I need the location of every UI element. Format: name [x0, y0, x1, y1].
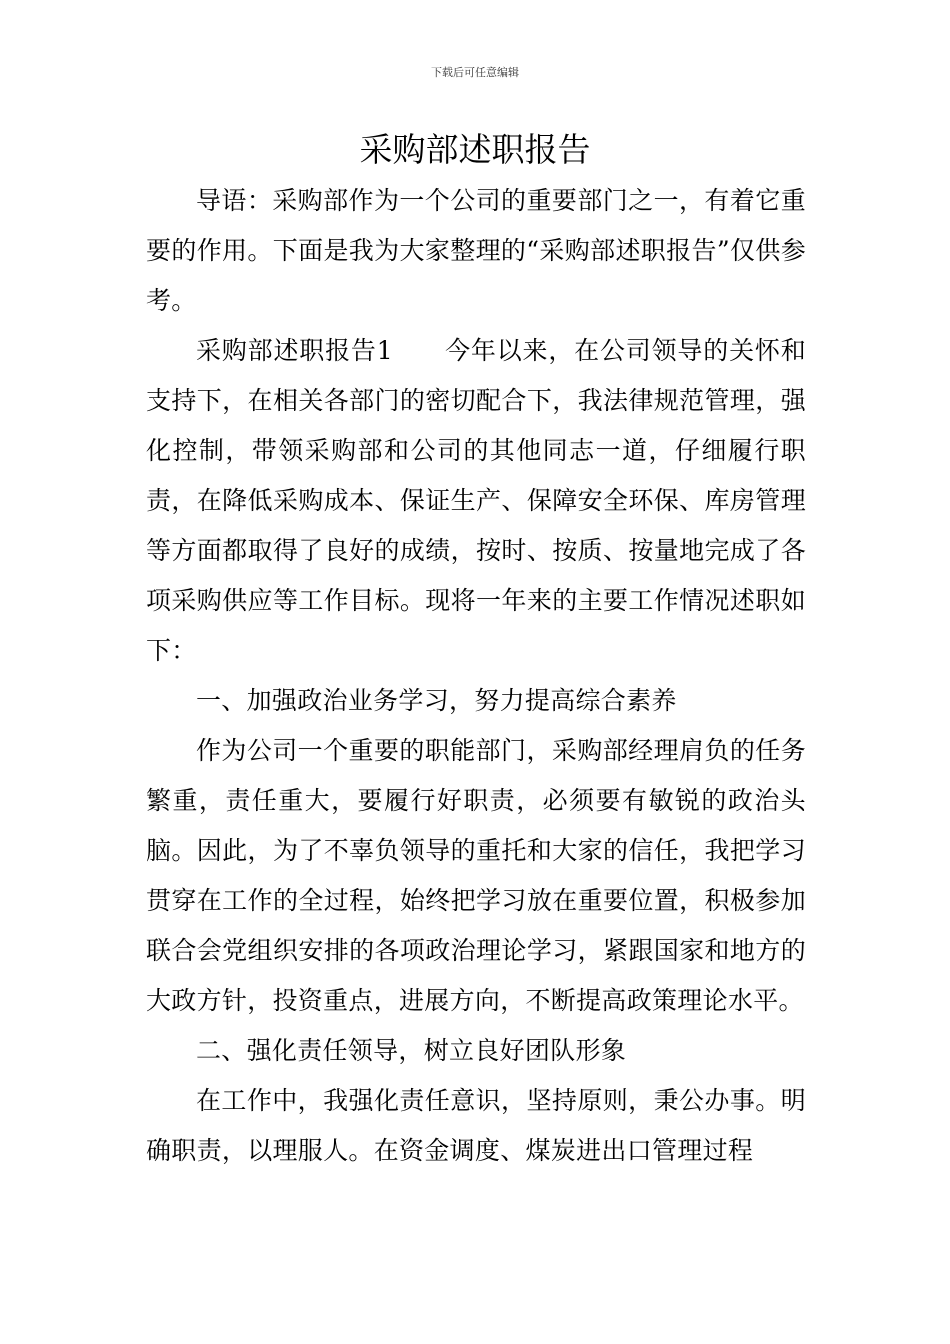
section-heading-2: 二、强化责任领导，树立良好团队形象: [196, 1036, 627, 1065]
document-title: 采购部述职报告: [359, 130, 591, 169]
paragraph-responsibility: 在工作中，我强化责任意识，坚持原则，秉公办事。明确职责，以理服人。在资金调度、煤炭进出口管理过程: [146, 1086, 806, 1165]
section-heading-1: 一、加强政治业务学习，努力提高综合素养: [196, 686, 677, 715]
paragraph-study: 作为公司一个重要的职能部门，采购部经理肩负的任务繁重，责任重大，要履行好职责，必须要有敏锐的政治头脑。因此，为了不辜负领导的重托和大家的信任，我把学习贯穿在工作的全过程，始终把学习放在重要位置，积极参加联合会党组织安排的各项政治理论学习，紧跟国家和地方的大政方针，投资重点，进展方向，不断提高政策理论水平。: [146, 736, 806, 1015]
document-body: [146, 176, 806, 1176]
page-header-note: 下载后可任意编辑: [431, 66, 519, 79]
paragraph-intro: 导语：采购部作为一个公司的重要部门之一，有着它重要的作用。下面是我为大家整理的“采购部述职报告”仅供参考。: [146, 186, 806, 315]
paragraph-report-1: 采购部述职报告1 今年以来，在公司领导的关怀和支持下，在相关各部门的密切配合下，我法律规范管理，强化控制，带领采购部和公司的其他同志一道，仔细履行职责，在降低采购成本、保证生产、保障安全环保、库房管理等方面都取得了良好的成绩，按时、按质、按量地完成了各项采购供应等工作目标。现将一年来的主要工作情况述职如下：: [146, 336, 806, 665]
